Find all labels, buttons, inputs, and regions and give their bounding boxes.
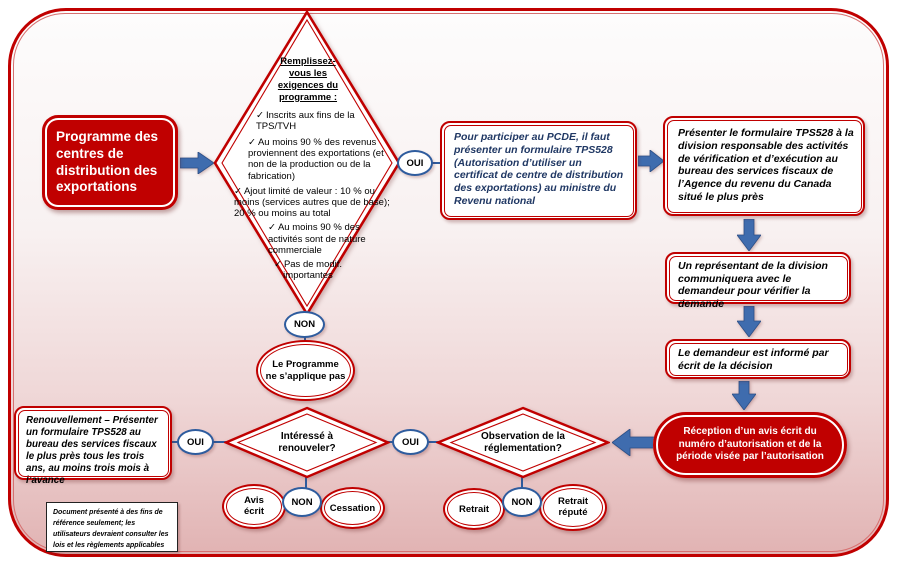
non-badge-compliance: NON xyxy=(502,487,542,517)
compliance-diamond-label: Observation de la réglementation? xyxy=(481,430,565,454)
withdrawal-label: Retrait xyxy=(458,503,490,515)
arrow-apply-to-present xyxy=(638,150,664,172)
requirements-content xyxy=(218,56,398,281)
present-node xyxy=(663,116,865,216)
requirements-title: Remplissez-vous les exigences du programme : xyxy=(277,56,339,103)
non-badge-renew: NON xyxy=(282,487,322,517)
start-node-label: Programme des centres de distribution des exportations xyxy=(56,128,159,195)
disclaimer-note xyxy=(46,502,178,552)
decision-node xyxy=(665,339,851,379)
not-apply-node xyxy=(256,340,355,401)
representative-node xyxy=(665,252,851,310)
representative-node-label: Un représentant de la division communiquera avec le demandeur pour vérifier la demande xyxy=(678,260,828,310)
requirement-item: ✓ Ajout limité de valeur : 10 % ou moins (services autres que de base); 20 % ou moins au total xyxy=(234,185,390,220)
arrow-reception-to-compliance xyxy=(612,429,654,456)
withdrawal-node xyxy=(443,488,505,530)
check-icon: ✓ xyxy=(268,222,276,234)
arrow-decision-to-reception xyxy=(732,381,756,410)
apply-node-label: Pour participer au PCDE, il faut présenter un formulaire TPS528 (Autorisation d’utiliser un certificat de centre de distribution des exportations) au ministre du Revenu national xyxy=(454,131,624,207)
deemed-withdrawal-node xyxy=(539,484,607,531)
decision-node-label: Le demandeur est informé par écrit de la décision xyxy=(678,347,829,372)
not-apply-label: Le Programme ne s’applique pas xyxy=(265,359,346,382)
apply-node xyxy=(440,121,637,220)
written-notice-node xyxy=(222,484,286,529)
arrow-present-to-representative xyxy=(737,219,761,251)
requirement-item: ✓ Au moins 90 % des activités sont de nature commerciale xyxy=(268,222,366,256)
arrow-start-to-requirements xyxy=(180,152,214,174)
check-icon: ✓ xyxy=(273,258,282,270)
start-node xyxy=(42,115,178,210)
renewal-node-label: Renouvellement – Présenter un formulaire TPS528 au bureau des services fiscaux le plus près tous les trois ans, au moins trois mois à l’avance xyxy=(26,415,158,486)
written-notice-label: Avis écrit xyxy=(243,494,265,517)
non-badge-requirements: NON xyxy=(284,311,325,338)
renewal-node xyxy=(14,406,172,486)
check-icon: ✓ xyxy=(248,136,256,148)
requirement-item: ✓ Au moins 90 % des revenus proviennent des exportations (et non de la production ou de la fabrication) xyxy=(248,136,384,182)
cessation-label: Cessation xyxy=(329,502,376,514)
reception-node xyxy=(653,412,847,478)
renew-diamond-label: Intéressé à renouveler? xyxy=(278,430,336,454)
oui-badge-renew: OUI xyxy=(392,429,429,455)
check-icon: ✓ xyxy=(256,109,264,121)
oui-badge-requirements: OUI xyxy=(397,150,433,176)
cessation-node xyxy=(320,487,385,529)
requirement-item: ✓ Pas de modif. importantes xyxy=(273,258,343,282)
deemed-withdrawal-label: Retrait réputé xyxy=(557,495,589,518)
check-icon: ✓ xyxy=(234,185,242,197)
present-node-label: Présenter le formulaire TPS528 à la division responsable des activités de vérification et d’exécution au bureau des services fiscaux de l’Agence du revenu du Canada situé le plus près xyxy=(678,127,854,203)
oui-badge-renewal: OUI xyxy=(177,429,214,455)
requirement-item: ✓ Inscrits aux fins de la TPS/TVH xyxy=(256,109,355,132)
reception-node-label: Réception d’un avis écrit du numéro d’autorisation et de la période visée par l’autorisation xyxy=(676,426,824,463)
disclaimer-text: Document présenté à des fins de référence seulement; les utilisateurs devraient consulter les lois et les règlements applicables xyxy=(53,509,169,549)
